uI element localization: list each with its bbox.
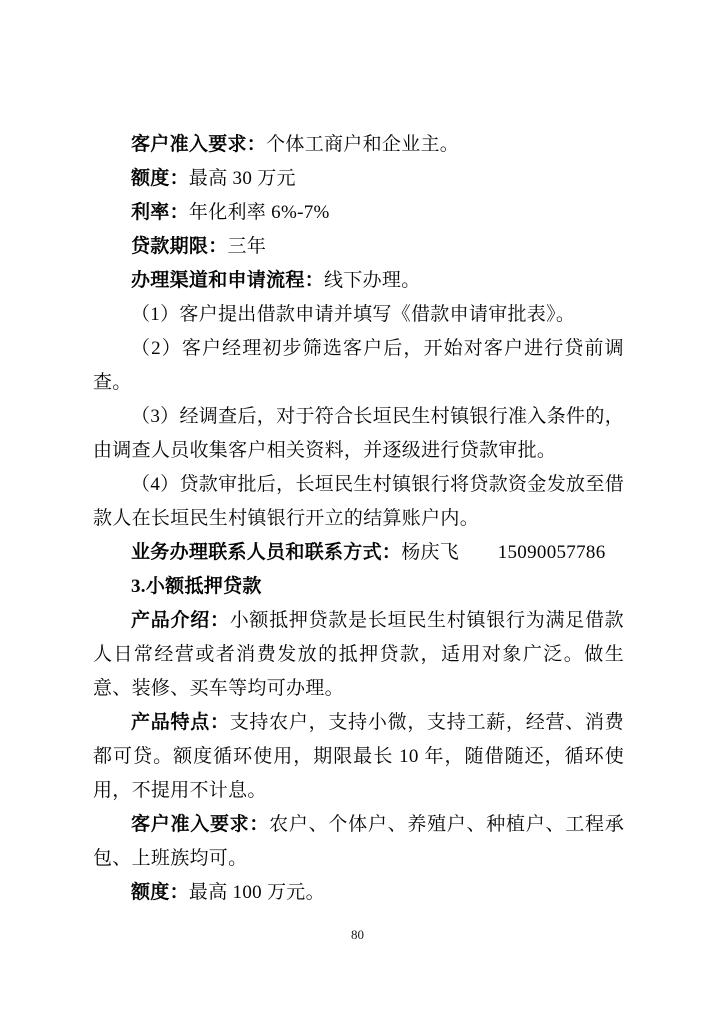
paragraph xyxy=(93,536,624,570)
text-run: 线下办理。 xyxy=(324,270,421,291)
text-run: （4）贷款审批后，长垣民生村镇银行将贷款资金发放至借款人在长垣民生村镇银行开立的结算账户内。 xyxy=(93,474,624,529)
text-run: 最高 100 万元。 xyxy=(188,882,325,903)
label-run: 贷款期限： xyxy=(131,236,228,257)
text-run: 三年 xyxy=(227,236,267,257)
label-run: 业务办理联系人员和联系方式： xyxy=(131,542,402,563)
paragraph xyxy=(93,298,624,332)
text-run: 支持农户，支持小微，支持工薪，经营、消费都可贷。额度循环使用，期限最长 10 年，随借随还，循环使用，不提用不计息。 xyxy=(93,712,624,801)
paragraph xyxy=(93,128,624,162)
paragraph xyxy=(93,604,624,706)
text-run: 小额抵押贷款是长垣民生村镇银行为满足借款人日常经营或者消费发放的抵押贷款，适用对象广泛。做生意、装修、买车等均可办理。 xyxy=(93,610,624,699)
label-run: 产品介绍： xyxy=(131,610,230,631)
label-run: 办理渠道和申请流程： xyxy=(131,270,325,291)
paragraph xyxy=(93,162,624,196)
paragraph xyxy=(93,400,624,468)
text-run: 农户、个体户、养殖户、种植户、工程承包、上班族均可。 xyxy=(93,814,624,869)
paragraph xyxy=(93,706,624,808)
paragraph xyxy=(93,876,624,910)
label-run: 利率： xyxy=(131,202,189,223)
text-run: 最高 30 万元 xyxy=(188,168,296,189)
text-run: （1）客户提出借款申请并填写《借款申请审批表》。 xyxy=(131,304,576,325)
paragraph xyxy=(93,332,624,400)
paragraph xyxy=(93,570,624,604)
text-run: 年化利率 6%-7% xyxy=(188,202,330,223)
text-run: （3）经调查后，对于符合长垣民生村镇银行准入条件的，由调查人员收集客户相关资料，并逐级进行贷款审批。 xyxy=(93,406,624,461)
text-run: （2）客户经理初步筛选客户后，开始对客户进行贷前调查。 xyxy=(93,338,624,393)
page-number: 80 xyxy=(351,927,364,942)
label-run: 3.小额抵押贷款 xyxy=(131,576,262,597)
label-run: 额度： xyxy=(131,168,189,189)
paragraph xyxy=(93,196,624,230)
label-run: 客户准入要求： xyxy=(131,134,267,155)
paragraph xyxy=(93,468,624,536)
label-run: 额度： xyxy=(131,882,189,903)
label-run: 客户准入要求： xyxy=(131,814,270,835)
paragraph xyxy=(93,230,624,264)
label-run: 产品特点： xyxy=(131,712,230,733)
text-run: 个体工商户和企业主。 xyxy=(266,134,460,155)
paragraph xyxy=(93,264,624,298)
text-run: 杨庆飞 15090057786 xyxy=(401,542,606,563)
document-body xyxy=(93,128,624,910)
paragraph xyxy=(93,808,624,876)
